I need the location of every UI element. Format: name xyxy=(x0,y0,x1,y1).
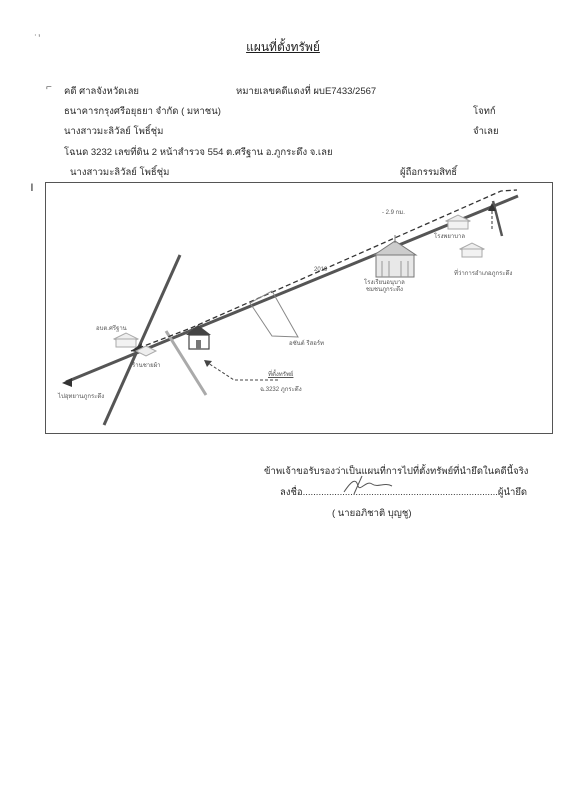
hospital-label: โรงพยาบาล xyxy=(434,234,466,240)
plaintiff-name: ธนาคารกรุงศรีอยุธยา จำกัด ( มหาชน) xyxy=(64,106,221,117)
page-title: แผนที่ตั้งทรัพย์ xyxy=(246,40,320,54)
branch-road xyxy=(493,201,502,236)
deed-reference-label: ฉ.3232 ภูกระดึง xyxy=(260,387,302,393)
court-name: คดี ศาลจังหวัดเลย xyxy=(64,86,139,97)
resort-label: อซันต์ รีสอร์ท xyxy=(289,341,325,347)
owner-role: ผู้ถือกรรมสิทธิ์ xyxy=(400,167,458,178)
case-number: หมายเลขคดีแดงที่ ผบE7433/2567 xyxy=(236,86,377,97)
school-label: โรงเรียนอนุบาล ชมชนภูกระดึง xyxy=(364,280,405,293)
signature-line: ลงชื่อ..........................................................................ผู้นำยึด xyxy=(280,487,528,498)
distance-label: - 2.9 กม. xyxy=(382,210,405,216)
road-number-label: 2019 xyxy=(314,267,328,273)
property-label: ที่ตั้งทรัพย์ xyxy=(268,372,294,378)
plaintiff-role: โจทก์ xyxy=(473,106,496,117)
signature-scribble xyxy=(338,474,398,496)
header-stamp-mark: ⌐ xyxy=(46,82,52,93)
owner-name: นางสาวมะลิวัลย์ โพธิ์ชุ่ม xyxy=(70,167,170,178)
district-office-label: ที่ว่าการอำเภอภูกระดึง xyxy=(454,271,513,277)
subdistrict-label: อบต.ศรีฐาน xyxy=(96,326,127,332)
station-direction-label: ไปอุทยานภูกระดึง xyxy=(58,394,105,400)
signer-name: ( นายอภิชาติ บุญชู) xyxy=(332,508,412,519)
defendant-name: นางสาวมะลิวัลย์ โพธิ์ชุ่ม xyxy=(64,126,164,137)
house-icon xyxy=(186,325,211,349)
property-arrow xyxy=(204,360,212,367)
defendant-role: จำเลย xyxy=(473,126,499,137)
certification-text: ข้าพเจ้าขอรับรองว่าเป็นแผนที่การไปที่ตั้งทรัพย์ที่นำยึดในคดีนี้จริง xyxy=(264,466,529,477)
map-drawing xyxy=(46,183,551,432)
subdistrict-office-icon xyxy=(114,333,138,347)
corner-mark: ˙ʼ xyxy=(34,32,41,46)
deed-info: โฉนด 3232 เลขที่ดิน 2 หน้าสำรวจ 554 ต.ศรีฐาน อ.ภูกระดึง จ.เลย xyxy=(64,147,333,158)
village-shop-label: ร้านชายผ้า xyxy=(132,363,161,369)
location-map xyxy=(45,182,553,434)
road-end-arrow xyxy=(62,378,72,387)
district-office-icon xyxy=(460,243,484,257)
margin-mark: ı xyxy=(30,178,34,194)
